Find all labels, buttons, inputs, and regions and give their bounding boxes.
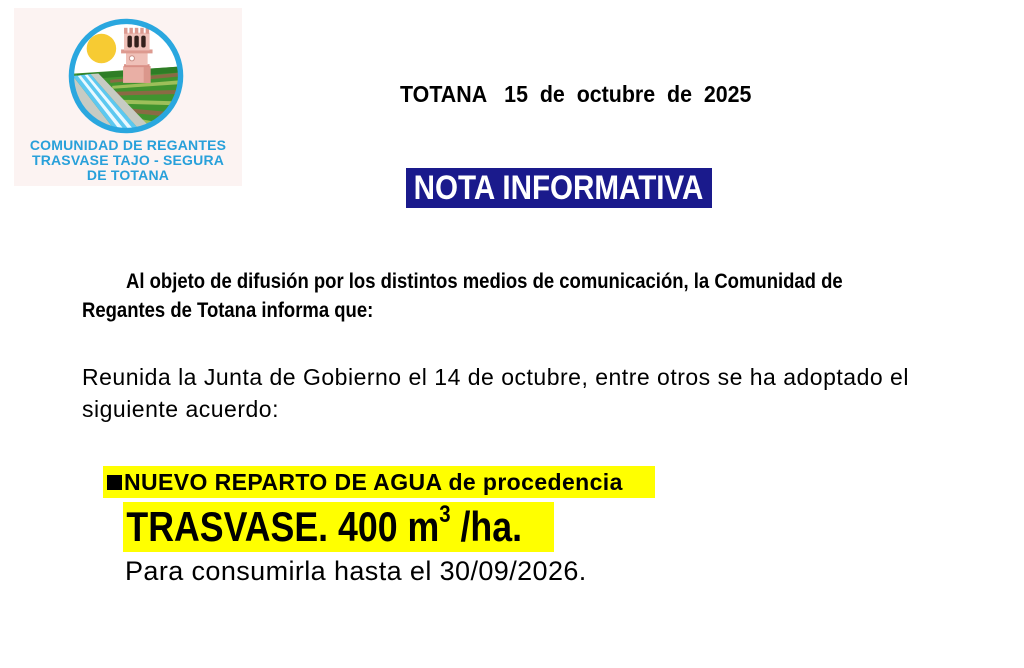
logo-caption-line: DE TOTANA: [86, 167, 170, 183]
allocation-text: TRASVASE. 400 m: [126, 503, 440, 550]
logo-caption-line: COMUNIDAD DE REGANTES: [29, 137, 227, 153]
title-banner: [406, 168, 712, 208]
superscript-3: 3: [439, 501, 451, 528]
paragraph-line: Regantes de Totana informa que:: [82, 299, 374, 322]
date-line: TOTANA 15 de octubre de 2025: [400, 81, 752, 107]
logo-emblem: [67, 17, 185, 135]
paragraph-intro: [82, 267, 843, 325]
paragraph-line: siguiente acuerdo:: [82, 396, 279, 422]
highlighted-allocation: [123, 502, 554, 552]
consumption-deadline: Para consumirla hasta el 30/09/2026.: [125, 556, 587, 586]
announcement-line2: [123, 503, 522, 551]
announcement-line1: NUEVO REPARTO DE AGUA de procedencia: [124, 468, 623, 495]
page-title: NOTA INFORMATIVA: [414, 168, 704, 207]
highlighted-announcement-title: [103, 466, 655, 498]
square-bullet-icon: [107, 475, 122, 490]
paragraph-line: Reunida la Junta de Gobierno el 14 de octubre, entre otros se ha adoptado el: [82, 364, 909, 390]
comunidad-regantes-logo: [14, 8, 242, 186]
sun-icon: [87, 34, 117, 64]
paragraph-acuerdo: [82, 361, 909, 425]
logo-caption-line: TRASVASE TAJO - SEGURA: [31, 152, 225, 168]
paragraph-line: Al objeto de difusión por los distintos medios de comunicación, la Comunidad de: [126, 270, 843, 293]
logo-caption: [14, 138, 242, 183]
allocation-unit: /ha.: [450, 503, 522, 550]
